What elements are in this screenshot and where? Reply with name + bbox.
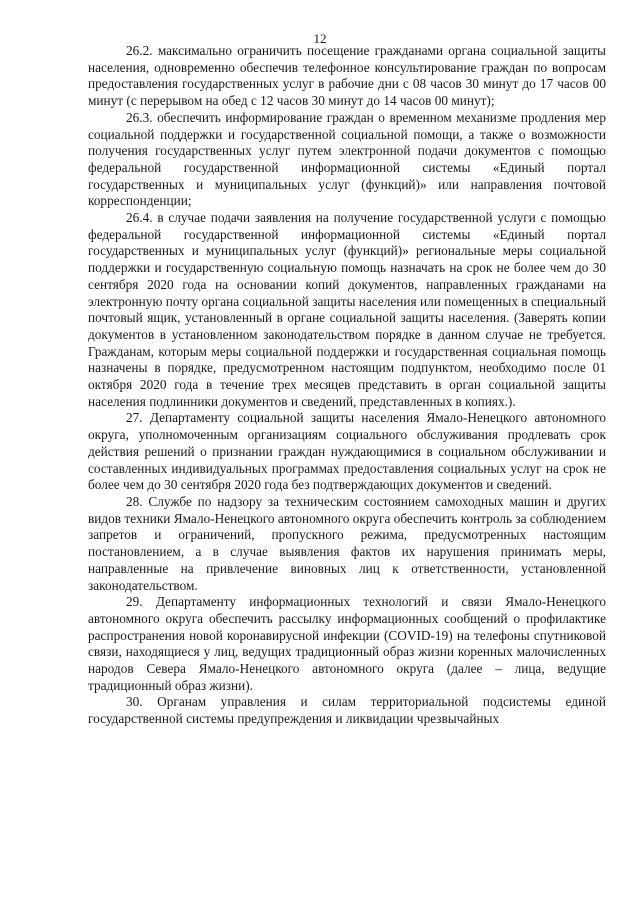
paragraph-30: 30. Органам управления и силам территориальной подсистемы единой государственной системы предупреждения и ликвидации чрезвычайных <box>88 694 606 727</box>
document-body <box>88 43 606 728</box>
paragraph-27: 27. Департаменту социальной защиты населения Ямало-Ненецкого автономного округа, уполномоченным организациям социального обслуживания продлевать срок действия решений о признании граждан нуждающимися в социальном обслуживании и составленных индивидуальных программах предоставления социальных услуг на срок не более чем до 30 сентября 2020 года без подтверждающих документов и сведений. <box>88 410 606 493</box>
paragraph-26-2: 26.2. максимально ограничить посещение гражданами органа социальной защиты населения, одновременно обеспечив телефонное консультирование граждан по вопросам предоставления государственных услуг в рабочие дни с 08 часов 30 минут до 17 часов 00 минут (с перерывом на обед с 12 часов 30 минут до 14 часов 00 минут); <box>88 43 606 109</box>
paragraph-26-4: 26.4. в случае подачи заявления на получение государственной услуги с помощью федеральной государственной информационной системы «Единый портал государственных и муниципальных услуг (функций)» региональные меры социальной поддержки и государственную социальную помощь назначать на срок не более чем до 30 сентября 2020 года на основании копий документов, направленных гражданами на электронную почту органа социальной защиты населения или помещенных в специальный почтовый ящик, установленный в органе социальной защиты населения. (Заверять копии документов в установленном законодательством порядке в данном случае не требуется. Гражданам, которым меры социальной поддержки и государственная социальная помощь назначены в порядке, предусмотренном настоящим подпунктом, необходимо после 01 октября 2020 года в течение трех месяцев представить в орган социальной защиты населения подлинники документов и сведений, представленных в копиях.). <box>88 210 606 409</box>
paragraph-26-3: 26.3. обеспечить информирование граждан о временном механизме продления мер социальной поддержки и государственной социальной помощи, а также о возможности получения государственных услуг путем электронной подачи документов с помощью федеральной государственной информационной системы «Единый портал государственных и муниципальных услуг (функций)» или направления почтовой корреспонденции; <box>88 109 606 209</box>
page-number: 12 <box>313 31 327 46</box>
paragraph-28: 28. Службе по надзору за техническим состоянием самоходных машин и других видов техники Ямало-Ненецкого автономного округа обеспечить контроль за соблюдением запретов и ограничений, пропускного режима, предусмотренных настоящим постановлением, а в случае выявления фактов их нарушения принимать меры, направленные на привлечение виновных лиц к ответственности, установленной законодательством. <box>88 493 606 593</box>
paragraph-29: 29. Департаменту информационных технологий и связи Ямало-Ненецкого автономного округа обеспечить рассылку информационных сообщений о профилактике распространения новой коронавирусной инфекции (COVID-19) на телефоны спутниковой связи, находящиеся у лиц, ведущих традиционный образ жизни коренных малочисленных народов Севера Ямало-Ненецкого автономного округа (далее – лица, ведущие традиционный образ жизни). <box>88 594 606 693</box>
